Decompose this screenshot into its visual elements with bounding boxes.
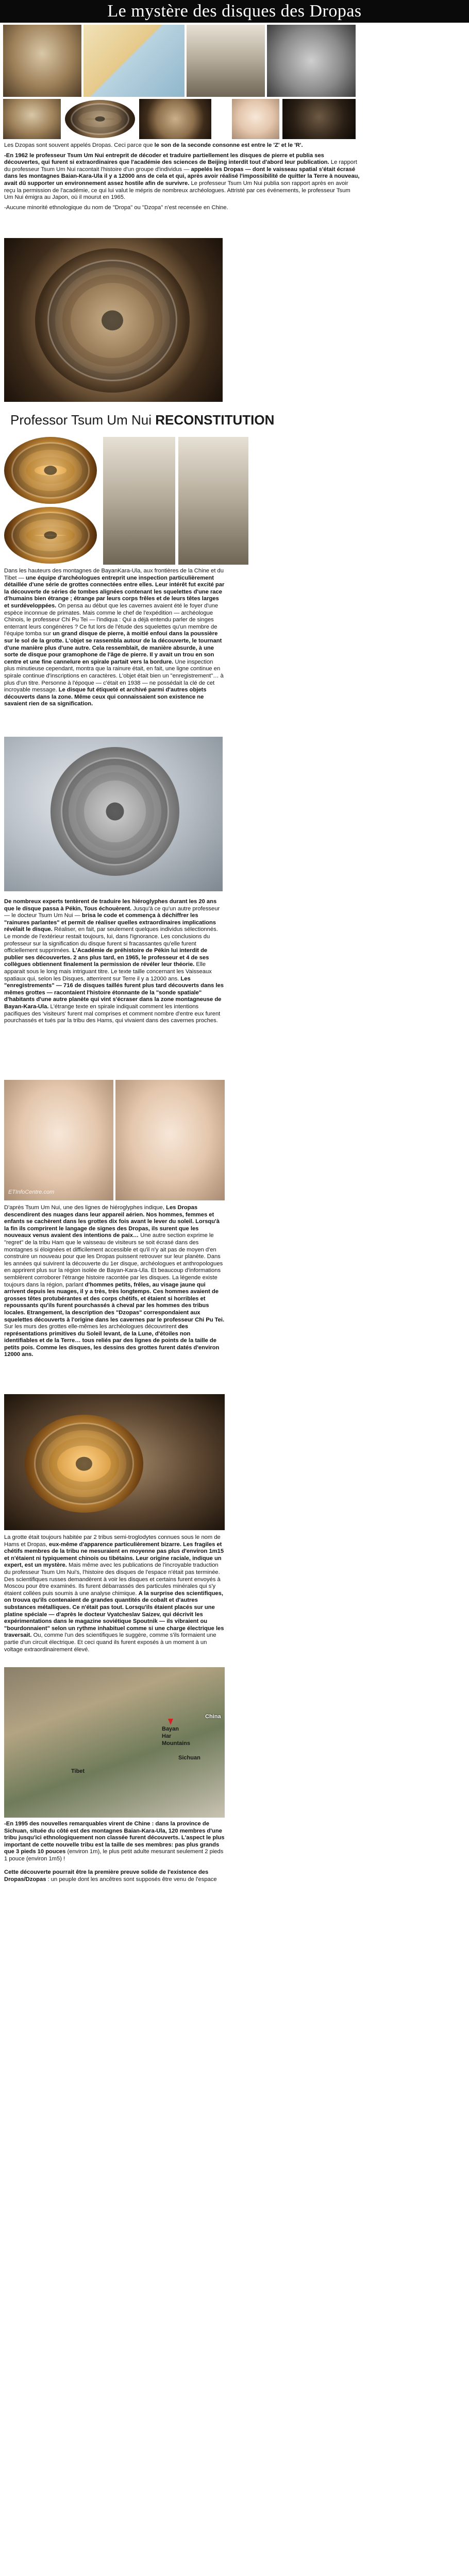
s4-c: Une autre section exprime le "regret" de la tribu Ham que le vaisseau de visiteurs se soit écrasé dans des montagnes si éloignées et difficilement accessible et qu'il n'y ait pas de moyen d'en construire un nouveau pour que les Dropas puissent retrouver sur leur planète. Dans les années qui suivirent la découverte du 1er disque, archéologues et anthropologues en apprirent plus sur la région isolée de Bayan-Kara-Ula. Et beaucoup d'informations semblèrent corroborer l'étrange histoire racontée par les disques. La légende existe toujours dans la région, parlant: [4, 1232, 223, 1288]
map-label-tibet: Tibet: [71, 1768, 85, 1774]
professor-name: Professor Tsum Um Nui: [10, 412, 152, 428]
section-7-text: [4, 1869, 225, 1883]
intro-paragraph-1: [4, 142, 360, 149]
s3-e: L'Académie de préhistoire de Pékin lui interdit de publier ses découvertes. 2 ans plus tard, en 1965, le professeur et 4 de ses collègues obtiennent finalement la permission de révéler leur théorie.: [4, 947, 209, 968]
intro-p2-d: Le professeur Tsum Um Nui publia son rapport après en avoir reçu la permission de l'académie, ce qui lui valut le mépris de nombreux archéologues. Attristé par ces événements, le professeur Tsum Um Nui émigra au Japon, où il mourut en 1965.: [4, 180, 350, 201]
s2-a: Dans les hauteurs des montagnes de BayanKara-Ula, aux frontières de la Chine et du Tibet —: [4, 568, 224, 581]
photo-professor: [103, 437, 175, 565]
s3-b: Jusqu'à ce qu'un autre professeur — le docteur Tsum Um Nui —: [4, 905, 220, 919]
watermark: ETInfoCentre.com: [8, 1189, 55, 1195]
s2-f: Le disque fut étiqueté et archivé parmi d'autres objets découverts dans la zone. Même ceux qui connaissaient son existence ne savaient rien de sa signification.: [4, 687, 207, 707]
s7-a: Cette découverte pourrait être la première preuve solide de l'existence des Dropas/Dzopas: [4, 1869, 209, 1883]
section-3-text: [4, 899, 225, 1025]
s4-d: d'hommes petits, frêles, au visage jaune qui arrivent depuis les nuages, il y a très, très longtemps. Ces hommes avaient de grosses têtes protubérantes et des corps chétifs, et étaient si horribles et repoussants qu'ils furent pourchassés à cheval par les hommes des tribus locales. Etrangement, la description des "Dzopas" correspondaient aux squelettes découverts à l'origine dans les cavernes par le professeur Chi Pu Tei.: [4, 1281, 225, 1323]
photo-figure: [187, 25, 265, 97]
s5-a: La grotte était toujours habitée par 2 tribus semi-troglodytes connues sous le nom de Hams et Dropas,: [4, 1534, 221, 1548]
photo-disc-glow-1: [4, 437, 97, 504]
disc-cave-shape: [25, 1415, 143, 1513]
photo-disc-cave: [4, 1394, 225, 1530]
s4-a: D'après Tsum Um Nui, une des lignes de hiéroglyphes indique,: [4, 1205, 166, 1211]
s5-e: Ou, comme l'un des scientifiques le suggère, comme s'ils formaient une partie d'un circuit électrique. Et ceci quand ils furent exposés à un moment à un voltage extraordinairement élevé.: [4, 1632, 216, 1653]
photo-group-portrait: [3, 25, 81, 97]
map-label-china: China: [205, 1714, 221, 1720]
s2-e: Une inspection plus minutieuse cependant, montra que la rainure était, en fait, une ligne continue en spirale continue d'inscriptions en caractères. L'objet était bien un "enregistrement"… à plus d'un titre. Personne à l'époque — c'était en 1938 — ne possédait la clé de cet incroyable message.: [4, 658, 224, 693]
s6-a: -En 1995 des nouvelles remarquables virent de Chine : dans la province de Sichuan, située du côté est des montagnes Baian-Kara-Ula, 120 membres d'une tribu jusqu'ici ethnologiquement non classée furent découverts. L'aspect le plus important de cette nouvelle tribu est la taille de ses membres: pas plus grands que 3 pieds 10 pouces: [4, 1821, 225, 1855]
reconstruction-label: RECONSTITUTION: [155, 412, 275, 428]
photo-head: [232, 99, 279, 139]
photo-skull-right: [115, 1080, 225, 1200]
disc-large-shape: [35, 248, 190, 393]
s7-b: : un peuple dont les ancêtres sont supposés être venu de l'espace: [46, 1876, 217, 1883]
photo-disc-large: [4, 238, 223, 402]
s6-c: (environ 1m5) !: [26, 1855, 65, 1862]
intro-p2-b: Le rapport du professeur Tsum Um Nui racontait l'histoire d'un groupe d'individus —: [4, 159, 357, 173]
s5-c: Mais même avec les publications de l'incroyable traduction du professeur Tsum Um Nui's, l'histoire des disques de l'espace n'était pas terminée. Des scientifiques russes demandèrent à voir les disques et certains furent envoyés à Moscou pour être examinés. Ils furent débarrassés des particules minérales qui s'y étaient collées puis soumis à une analyse chimique.: [4, 1562, 221, 1597]
intro-p1-a: Les Dzopas sont souvent appelés Dropas. Ceci parce que: [4, 142, 155, 148]
photo-disc-glow-2: [4, 507, 97, 564]
section-2-text: [4, 568, 225, 708]
page-title: Le mystère des disques des Dropas: [0, 0, 469, 23]
map-label-har: Har: [162, 1733, 172, 1739]
section-4-text: [4, 1205, 225, 1359]
intro-paragraph-2: [4, 152, 360, 201]
disc-relief-shape: [51, 747, 179, 876]
map-pin-icon: [168, 1719, 173, 1725]
s5-d: A la surprise des scientifiques, on trouva qu'ils contenaient de grandes quantités de cobalt et d'autres substances métalliques. Ce n'était pas tout. Lorsqu'ils étaient placés sur une platine spéciale — d'après le docteur Vyatcheslav Saizev, qui décrivit les expérimentations dans le magazine soviétique Spoutnik — ils vibraient ou "bourdonnaient" selon un rythme inhabituel comme si une charge électrique les traversait.: [4, 1590, 224, 1639]
intro-p2-a: -En 1962 le professeur Tsum Um Nui entreprit de décoder et traduire partiellement les disques de pierre et publia ses découvertes, qui furent si extraordinaires que l'académie des sciences de Beijing interdit tout d'abord leur publication.: [4, 152, 329, 166]
intro-p1-b: le son de la seconde consonne est entre le 'Z' et le 'R'.: [154, 142, 303, 148]
photo-discs-row: [139, 99, 211, 139]
photo-artifact: [3, 99, 61, 139]
s3-f: Elle apparait sous le long mais intriguant titre. Le texte taille concernant les Vaisseaux spatiaux qui, selon les Disques, atterrirent sur Terre il y a 12000 ans.: [4, 961, 212, 982]
s6-b: (environ 1m), le plus petit adulte mesurant seulement 2 pieds 1 pouce: [4, 1849, 224, 1862]
s4-b: Les Dropas descendirent des nuages dans leur appareil aérien. Nos hommes, femmes et enfants se cachèrent dans les grottes dix fois avant le lever du soleil. Lorsqu'à la fin ils comprirent le langage de signes des Dropas, ils surent que les nouveaux venus avaient des intentions de paix…: [4, 1205, 220, 1239]
s3-c: brisa le code et commença à déchiffrer les "rainures parlantes" et permit de réaliser quelles extraordinaires implications révélait le disque.: [4, 912, 216, 933]
map-label-bayan: Bayan: [162, 1726, 179, 1732]
s2-c: On pensa au début que les cavernes avaient été le foyer d'une espèce inconnue de primates. Mais comme le chef de l'expédition — archéologue Chinois, le professeur Chi Pu Tei — l'indiqua : Qui a déjà entendu parler de singes enterrant leurs congénères ? Ce fut lors de l'étude des squelettes qu'un membre de l'équipe tomba sur: [4, 602, 219, 637]
section-5-text: [4, 1534, 225, 1653]
photo-satellite-map: [4, 1667, 225, 1818]
s4-e: Sur les murs des grottes elle-mêmes les archéologues découvrirent: [4, 1324, 178, 1330]
photo-disc-1: [65, 100, 135, 138]
map-label-sichuan: Sichuan: [178, 1755, 200, 1761]
intro-text: [4, 142, 360, 211]
s3-d: Réaliser, en fait, par seulement quelques individus sélectionnés. Le monde de l'extérieur restait toujours, lui, dans l'ignorance. Les conclusions du professeur sur la signification du disque furent si fracassantes qu'elle furent officiellement supprimées.: [4, 926, 218, 954]
photo-stone-object: [282, 99, 356, 139]
intro-p2-c: appelés les Dropas — dont le vaisseau spatial s'était écrasé dans les montagnes Baian-Kara-Ula il y a 12000 ans de cela et qui, après avoir réalisé l'impossibilité de quitter la Terre à nouveau, avait dû supporter un environnement assez hostile afin de survivre.: [4, 166, 360, 187]
photo-dropa-couple: [178, 437, 248, 565]
photo-skull-left: [4, 1080, 113, 1200]
s2-b: une équipe d'archéologues entreprit une inspection particulièrement détaillée d'une série de grottes connectées entre elles. Leur intérêt fut excité par la découverte de séries de tombes alignées contenant les squelettes d'une race d'humains bien étrange ; étrange par leurs corps frêles et de leurs têtes larges et surdéveloppées.: [4, 574, 225, 609]
photo-map: [83, 25, 185, 97]
s5-b: eux-même d'apparence particulièrement bizarre. Les fragiles et chétifs membres de la tribu ne mesuraient en moyenne pas plus d'environ 1m15 et n'étaient ni typiquement chinois ou tibétains. Leur origine raciale, indique un expert, est un mystère.: [4, 1541, 224, 1569]
s3-a: De nombreux experts tentèrent de traduire les hiéroglyphes durant les 20 ans que le disque passa à Pékin, Tous échouèrent.: [4, 899, 217, 912]
photo-skull: [267, 25, 356, 97]
section-6-text: [4, 1821, 225, 1863]
intro-paragraph-3: -Aucune minorité ethnologique du nom de "Dropa" ou "Dzopa" n'est recensée en Chine.: [4, 204, 228, 211]
s4-f: des représentations primitives du Soleil levant, de la Lune, d'étoiles non identifiables et de la Terre… tous reliés par des lignes de points de la taille de petits pois. Comme les disques, les dessins des grottes furent datés d'environ 12000 ans.: [4, 1324, 220, 1358]
photo-disc-relief: [4, 737, 223, 891]
s2-d: un grand disque de pierre, à moitié enfoui dans la poussière sur le sol de la grotte. L'objet se rassembla autour de la découverte, le tournant d'une manière plus d'une autre. Cela ressemblait, de manière absurde, à une sorte de disque pour gramophone de l'âge de pierre. Il y avait un trou en son centre et une fine cannelure en spirale partait vers la bordure.: [4, 631, 222, 665]
reconstruction-caption: [10, 412, 275, 428]
s3-h: L'étrange texte en spirale indiquait comment les intentions pacifiques des 'visiteurs' furent mal comprises et comment nombre d'entre eux furent pourchassés et tués par la tribu des Hams, qui vivaient dans des cavernes proches.: [4, 1003, 221, 1024]
s3-g: Les "enregistrements" — 716 de disques taillés furent plus tard découverts dans les mêmes grottes — racontaient l'histoire étonnante de la "sonde spatiale" d'habitants d'une autre planète qui vint s'écraser dans la zone montagneuse de Bayan-Kara-Ula.: [4, 975, 224, 1010]
map-label-mountains: Mountains: [162, 1740, 190, 1747]
